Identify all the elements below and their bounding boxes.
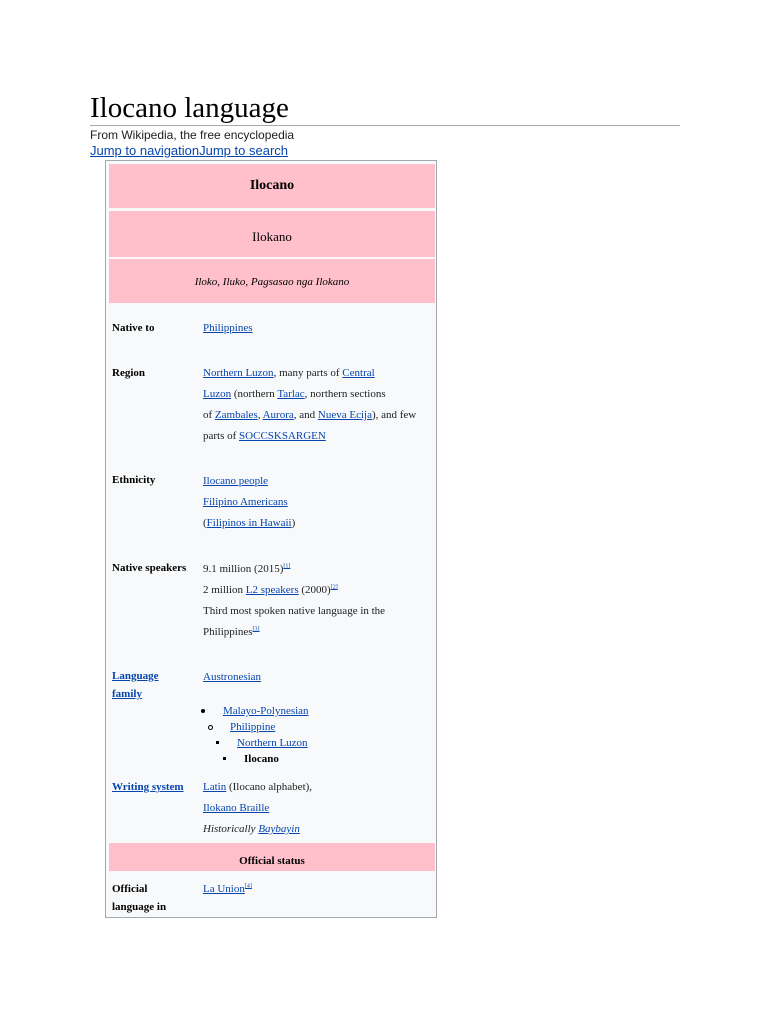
speakers-l3: Third most spoken native language in the xyxy=(203,605,386,617)
native-to-label: Native to xyxy=(112,322,155,334)
central-luzon-link[interactable]: Central xyxy=(342,367,375,379)
native-speakers-label: Native speakers xyxy=(112,562,187,574)
page-title: Ilocano language xyxy=(90,92,289,124)
jump-to-search-link[interactable]: Jump to search xyxy=(199,143,288,158)
speakers-l1: 9.1 million (2015) xyxy=(203,563,284,575)
speakers-l2-post: (2000) xyxy=(298,584,331,596)
paren-open: ( xyxy=(203,517,207,529)
official-language-value xyxy=(203,879,431,900)
soccsksargen-link[interactable]: SOCCSKSARGEN xyxy=(239,430,326,442)
nueva-ecija-link[interactable]: Nueva Ecija xyxy=(317,409,372,421)
austronesian-link[interactable]: Austronesian xyxy=(203,671,262,683)
zambales-link[interactable]: Zambales xyxy=(214,409,258,421)
writing-system-label xyxy=(112,778,197,796)
ilokano-braille-link[interactable]: Ilokano Braille xyxy=(203,802,270,814)
writing-text: (Ilocano alphabet), xyxy=(226,781,313,793)
central-luzon-link-2[interactable]: Luzon xyxy=(203,388,232,400)
ethnicity-value xyxy=(203,471,431,534)
region-label: Region xyxy=(112,367,145,379)
ref-4-link[interactable]: [4] xyxy=(244,883,252,890)
region-text: parts of xyxy=(203,430,240,442)
l2-speakers-link[interactable]: L2 speakers xyxy=(245,584,299,596)
official-status-header: Official status xyxy=(109,843,435,871)
paren-close: ) xyxy=(291,517,296,529)
latin-link[interactable]: Latin xyxy=(203,781,227,793)
native-speakers-value xyxy=(203,559,431,643)
northern-luzon-family-link[interactable]: Northern Luzon xyxy=(237,737,308,749)
jump-links xyxy=(90,143,288,158)
northern-luzon-link[interactable]: Northern Luzon xyxy=(203,367,274,379)
bullet-disc-icon xyxy=(201,709,205,713)
language-family-value xyxy=(203,667,431,688)
language-family-link[interactable]: Language xyxy=(112,670,159,682)
aurora-link[interactable]: Aurora xyxy=(262,409,294,421)
jump-to-navigation-link[interactable]: Jump to navigation xyxy=(90,143,200,158)
bullet-square-icon xyxy=(216,741,219,744)
ilocano-people-link[interactable]: Ilocano people xyxy=(203,475,269,487)
region-text: , many parts of xyxy=(273,367,343,379)
ref-3-link[interactable]: [3] xyxy=(252,626,260,633)
region-text: ), and few xyxy=(371,409,417,421)
region-text: of xyxy=(203,409,215,421)
bullet-circle-icon xyxy=(208,725,213,730)
language-family-label xyxy=(112,667,197,703)
filipino-americans-link[interactable]: Filipino Americans xyxy=(203,496,288,508)
philippine-link[interactable]: Philippine xyxy=(230,721,276,733)
family-tree xyxy=(106,703,436,767)
writing-historically: Historically xyxy=(203,823,259,835)
la-union-link[interactable]: La Union xyxy=(203,883,245,895)
speakers-l4: Philippines xyxy=(203,626,253,638)
infobox-title: Ilocano xyxy=(109,164,435,208)
region-text: , xyxy=(257,409,263,421)
region-text: , and xyxy=(293,409,318,421)
speakers-l2: 2 million xyxy=(203,584,246,596)
malayo-polynesian-link[interactable]: Malayo-Polynesian xyxy=(223,705,309,717)
ref-2-link[interactable]: [2] xyxy=(330,584,338,591)
infobox-alt-names: Iloko, Iluko, Pagsasao nga Ilokano xyxy=(109,259,435,303)
official-label-l2: language in xyxy=(112,901,167,913)
title-divider xyxy=(90,125,680,126)
ilocano-family-leaf: Ilocano xyxy=(244,753,279,765)
region-text: (northern xyxy=(231,388,278,400)
philippines-link[interactable]: Philippines xyxy=(203,322,253,334)
tarlac-link[interactable]: Tarlac xyxy=(277,388,305,400)
infobox xyxy=(105,160,437,918)
tagline: From Wikipedia, the free encyclopedia xyxy=(90,128,295,142)
writing-system-value xyxy=(203,777,431,840)
official-language-label xyxy=(112,880,197,916)
bullet-square-icon xyxy=(223,757,226,760)
writing-system-link[interactable]: Writing system xyxy=(112,781,184,793)
ethnicity-label: Ethnicity xyxy=(112,474,156,486)
filipinos-in-hawaii-link[interactable]: Filipinos in Hawaii xyxy=(206,517,292,529)
region-value xyxy=(203,363,431,447)
region-text: , northern sections xyxy=(304,388,386,400)
official-label-l1: Official xyxy=(112,883,148,895)
ref-1-link[interactable]: [1] xyxy=(283,563,291,570)
baybayin-link[interactable]: Baybayin xyxy=(258,823,300,835)
language-family-link-2[interactable]: family xyxy=(112,688,142,700)
infobox-native-name: Ilokano xyxy=(109,211,435,257)
